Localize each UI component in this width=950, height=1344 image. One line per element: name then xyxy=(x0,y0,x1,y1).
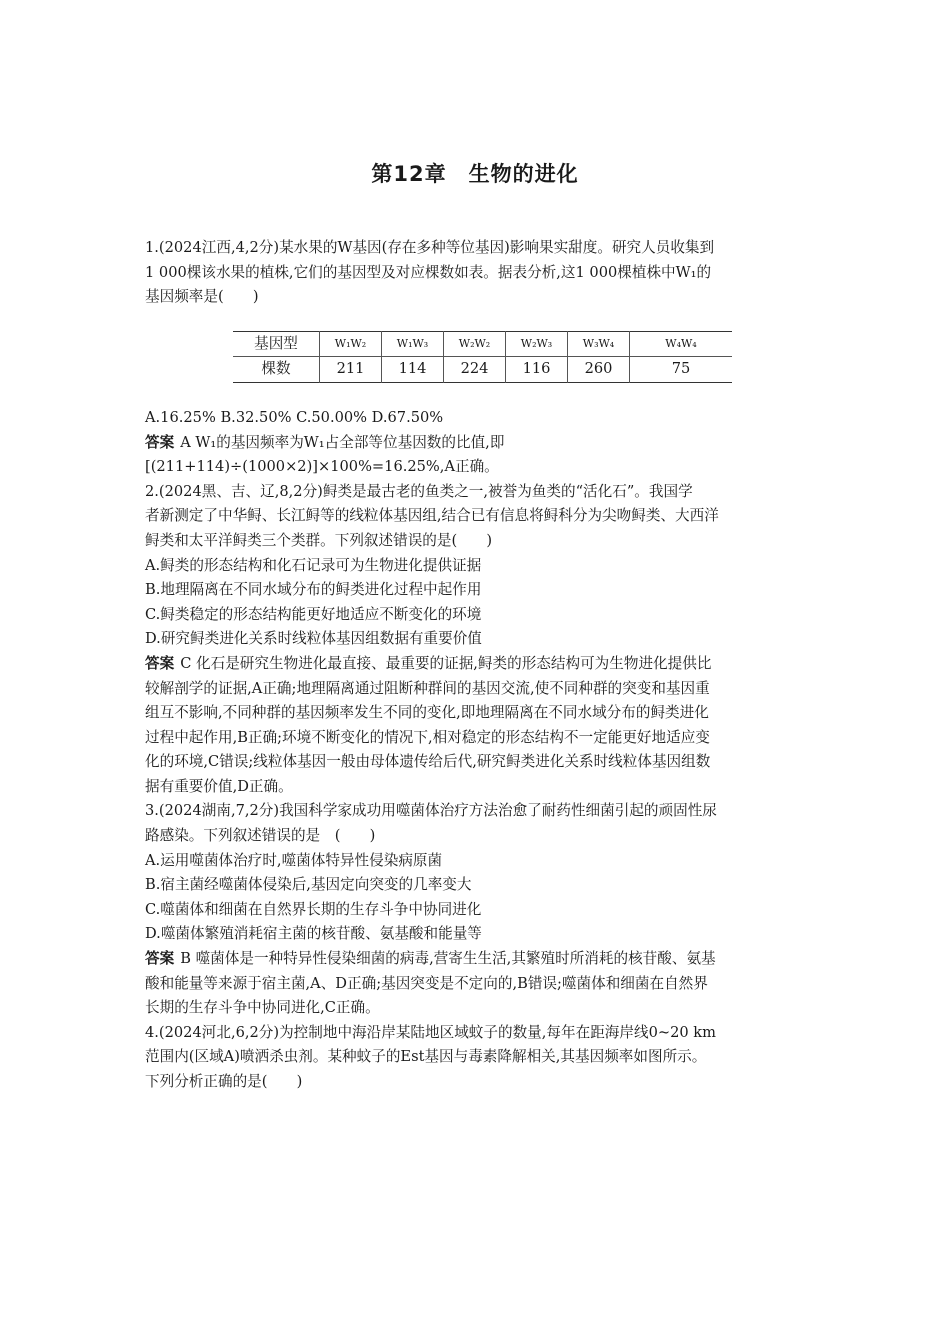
answer-text-line: 酸和能量等来源于宿主菌,A、D正确;基因突变是不定向的,B错误;噬菌体和细菌在自然界 xyxy=(145,974,708,992)
answer-text-line: 较解剖学的证据,A正确;地理隔离通过阻断种群间的基因交流,使不同种群的突变和基因重 xyxy=(145,679,710,697)
chapter-title: 第12章 生物的进化 xyxy=(371,162,579,186)
option-b: B.宿主菌经噬菌体侵染后,基因定向突变的几率变大 xyxy=(145,876,472,894)
table-cell: W₄W₄ xyxy=(630,331,733,357)
table-cell: W₃W₄ xyxy=(568,331,630,357)
question-text-line: 3.(2024湖南,7,2分)我国科学家成功用噬菌体治疗方法治愈了耐药性细菌引起的顽固性尿 xyxy=(145,802,717,820)
question-2 xyxy=(145,480,807,800)
answer-text: B 噬菌体是一种特异性侵染细菌的病毒,营寄生生活,其繁殖时所消耗的核苷酸、氨基 xyxy=(180,950,716,968)
answer-line xyxy=(145,652,807,677)
answer-label: 答案 xyxy=(145,950,175,968)
answer-label: 答案 xyxy=(145,433,175,451)
answer-text-line: [(211+114)÷(1000×2)]×100%=16.25%,A正确。 xyxy=(145,458,499,476)
answer-text: A W₁的基因频率为W₁占全部等位基因数的比值,即 xyxy=(180,433,505,451)
question-4 xyxy=(145,1021,807,1095)
table-cell: W₂W₂ xyxy=(444,331,506,357)
option-a: A.鲟类的形态结构和化石记录可为生物进化提供证据 xyxy=(145,556,482,574)
question-text-line: 鲟类和太平洋鲟类三个类群。下列叙述错误的是( ) xyxy=(145,531,493,549)
table-cell: W₁W₂ xyxy=(320,331,382,357)
table-cell: 224 xyxy=(444,357,506,383)
option-b: B.地理隔离在不同水域分布的鲟类进化过程中起作用 xyxy=(145,581,482,599)
question-1 xyxy=(145,236,807,480)
table-cell: 211 xyxy=(320,357,382,383)
question-text-line: 2.(2024黑、吉、辽,8,2分)鲟类是最古老的鱼类之一,被誉为鱼类的“活化石”。我国学 xyxy=(145,482,693,500)
answer-text-line: 据有重要价值,D正确。 xyxy=(145,777,293,795)
table-cell: 116 xyxy=(506,357,568,383)
option-d: D.研究鲟类进化关系时线粒体基因组数据有重要价值 xyxy=(145,630,482,648)
question-text-line: 基因频率是( ) xyxy=(145,288,259,306)
table-row-header: 棵数 xyxy=(261,360,291,378)
answer-text-line: 化的环境,C错误;线粒体基因一般由母体遗传给后代,研究鲟类进化关系时线粒体基因组数 xyxy=(145,753,711,771)
table-cell: 260 xyxy=(568,357,630,383)
answer-line xyxy=(145,947,807,972)
question-3 xyxy=(145,799,807,1020)
table-row-header: 基因型 xyxy=(233,331,320,357)
answer-text-line: 组互不影响,不同种群的基因频率发生不同的变化,即地理隔离在不同水域分布的鲟类进化 xyxy=(145,704,709,722)
document-body xyxy=(145,236,807,1095)
question-text-line: 下列分析正确的是( ) xyxy=(145,1073,303,1090)
answer-text-line: 长期的生存斗争中协同进化,C正确。 xyxy=(145,999,380,1017)
option-a: A.运用噬菌体治疗时,噬菌体特异性侵染病原菌 xyxy=(145,851,443,869)
table-cell: W₁W₃ xyxy=(382,331,444,357)
answer-label: 答案 xyxy=(145,654,175,672)
table-cell: 114 xyxy=(382,357,444,383)
answer-text: C 化石是研究生物进化最直接、最重要的证据,鲟类的形态结构可为生物进化提供比 xyxy=(180,654,712,672)
question-text-line: 者新测定了中华鲟、长江鲟等的线粒体基因组,结合已有信息将鲟科分为尖吻鲟类、大西洋 xyxy=(145,507,719,525)
answer-text-line: 过程中起作用,B正确;环境不断变化的情况下,相对稳定的形态结构不一定能更好地适应变 xyxy=(145,728,710,746)
option-d: D.噬菌体繁殖消耗宿主菌的核苷酸、氨基酸和能量等 xyxy=(145,925,482,943)
question-text-line: 路感染。下列叙述错误的是 ( ) xyxy=(145,827,376,845)
table-row xyxy=(233,331,732,357)
genotype-table xyxy=(233,331,732,383)
answer-line xyxy=(145,431,807,456)
option-c: C.噬菌体和细菌在自然界长期的生存斗争中协同进化 xyxy=(145,900,482,918)
answer-options: A.16.25% B.32.50% C.50.00% D.67.50% xyxy=(145,408,444,426)
table-cell: W₂W₃ xyxy=(506,331,568,357)
table-row xyxy=(233,357,732,383)
question-text-line: 范围内(区域A)喷洒杀虫剂。某种蚊子的Est基因与毒素降解相关,其基因频率如图所示。 xyxy=(145,1048,707,1066)
question-text-line: 1 000棵该水果的植株,它们的基因型及对应棵数如表。据表分析,这1 000棵植株中W₁的 xyxy=(145,263,712,281)
table-cell: 75 xyxy=(630,357,733,383)
question-text-line: 4.(2024河北,6,2分)为控制地中海沿岸某陆地区域蚊子的数量,每年在距海岸线0~20 km xyxy=(145,1023,716,1041)
question-text-line: 1.(2024江西,4,2分)某水果的W基因(存在多种等位基因)影响果实甜度。研究人员收集到 xyxy=(145,239,715,256)
option-c: C.鲟类稳定的形态结构能更好地适应不断变化的环境 xyxy=(145,605,482,623)
